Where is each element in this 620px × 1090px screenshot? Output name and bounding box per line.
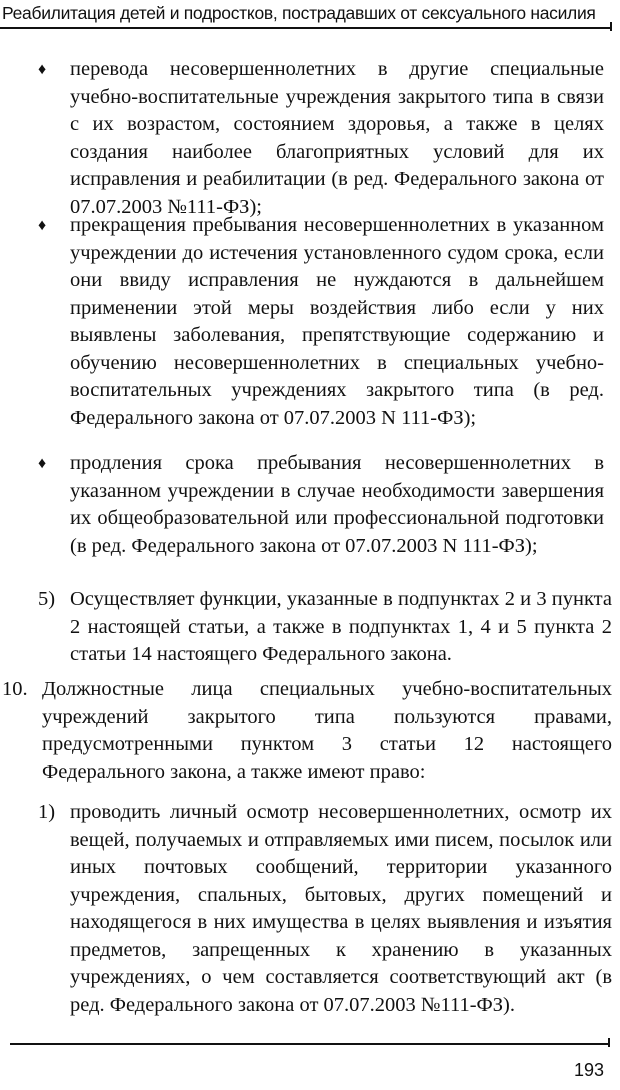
bullet-text: продления срока пребывания несовершеннолетних в указанном учреждении в случае необходимости завершения их общеобразовательной или профессиональной подготовки (в ред. Федерального закона от 07.07.2003 N 111-ФЗ); [70, 452, 604, 557]
item-text: Должностные лица специальных учебно-воспитательных учреждений закрытого типа пользуются правами, предусмотренными пунктом 3 статьи 12 настоящего Федерального закона, а также имеют право: [42, 678, 612, 783]
item-text: Осуществляет функции, указанные в подпунктах 2 и 3 пункта 2 настоящей статьи, а также в подпунктах 1, 4 и 5 пункта 2 статьи 14 настоящего Федерального закона. [70, 588, 612, 665]
header-rule [0, 27, 612, 29]
page-number: 193 [574, 1060, 605, 1080]
bullet-marker: ♦ [38, 455, 47, 472]
bullet-marker: ♦ [38, 61, 47, 78]
bullet-marker: ♦ [38, 217, 47, 234]
item-text: проводить личный осмотр несовершеннолетних, осмотр их вещей, получаемых и отправляемых ими писем, посылок или иных почтовых сообщений, территории указанного учреждения, спальных, бытовых, других помещений и находящегося в них имущества в целях выявления и изъятия предметов, запрещенных к хранению в указанных учреждениях, о чем составляется соответствующий акт (в ред. Федерального закона от 07.07.2003 №111-ФЗ). [70, 801, 612, 1016]
footer-rule-tick [608, 1038, 610, 1047]
footer-rule [10, 1043, 610, 1045]
item-number: 5) [38, 588, 56, 610]
bullet-text: прекращения пребывания несовершеннолетних в указанном учреждении до истечения установленного судом срока, если они ввиду исправления не нуждаются в дальнейшем применении этой меры воздействия либо если у них выявлены заболевания, препятствующие содержанию и обучению несовершеннолетних в специальных учебно-воспитательных учреждениях закрытого типа (в ред. Федерального закона от 07.07.2003 N 111-ФЗ); [70, 214, 604, 429]
item-number: 1) [38, 801, 56, 823]
header-rule-tick [610, 22, 612, 31]
item-number: 10. [2, 678, 28, 700]
bullet-text: перевода несовершеннолетних в другие специальные учебно-воспитательные учреждения закрытого типа в связи с их возрастом, состоянием здоровья, а также в целях создания наиболее благоприятных условий для их исправления и реабилитации (в ред. Федерального закона от 07.07.2003 №111-ФЗ); [70, 58, 604, 218]
running-header: Реабилитация детей и подростков, пострадавших от сексуального насилия [2, 3, 596, 23]
